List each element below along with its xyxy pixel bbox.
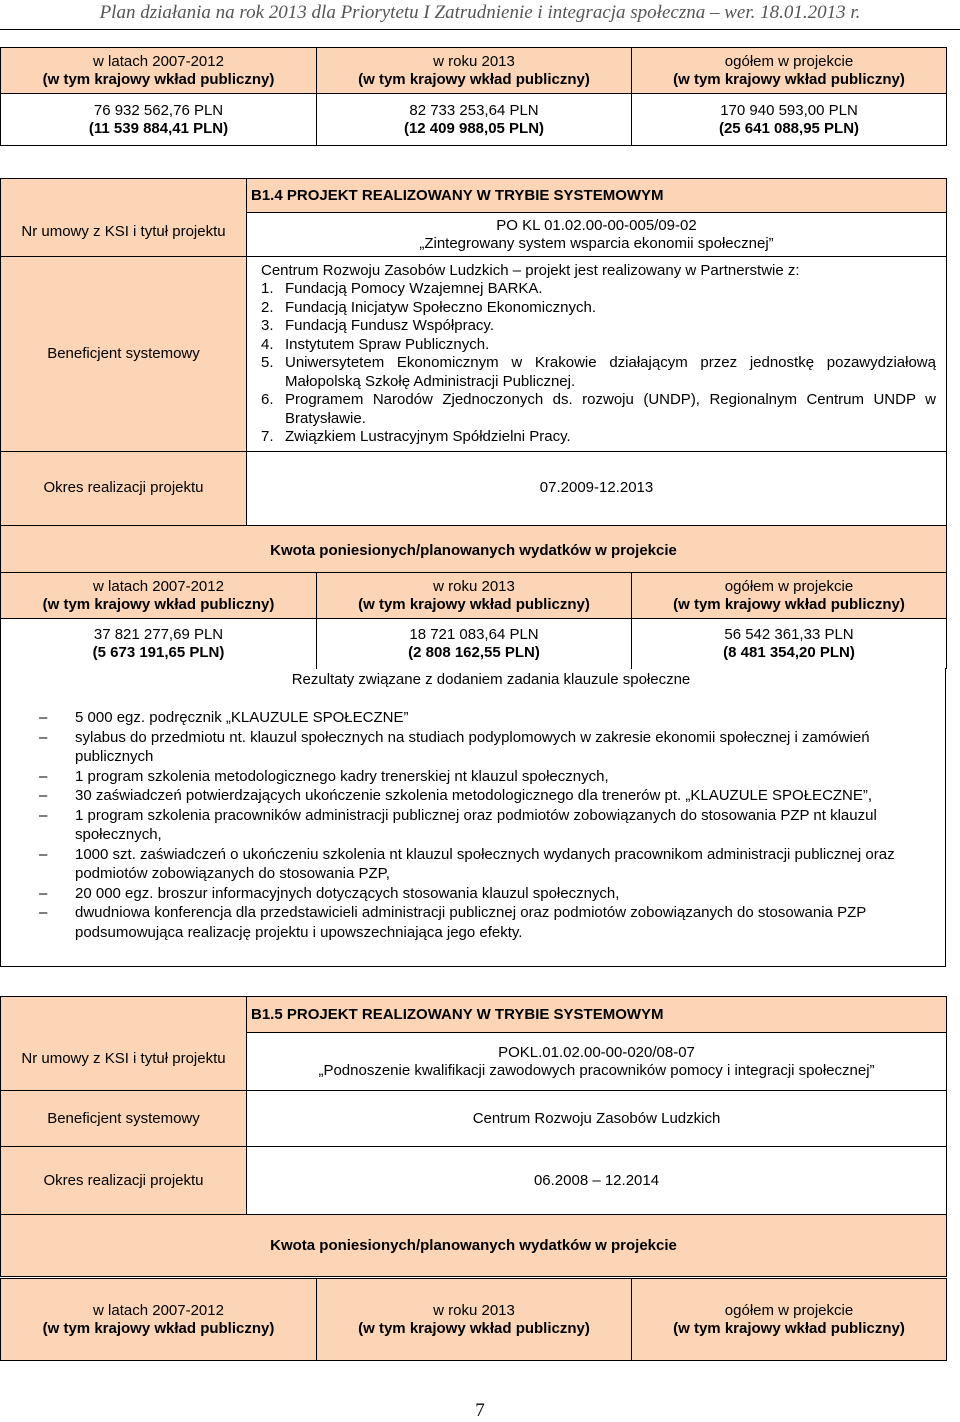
rezultat-item: – 5 000 egz. podręcznik „KLAUZULE SPOŁECZNE”: [15, 708, 915, 728]
b15-label-beneficjent: Beneficjent systemowy: [1, 1091, 247, 1147]
b14-okres: 07.2009-12.2013: [247, 451, 947, 525]
b15-title: B1.5 PROJEKT REALIZOWANY W TRYBIE SYSTEMOWYM: [247, 997, 947, 1033]
top-col3-head: ogółem w projekcie (w tym krajowy wkład publiczny): [632, 48, 947, 94]
b15-label-umowa: Nr umowy z KSI i tytuł projektu: [1, 997, 247, 1091]
partner-item: 5. Uniwersytetem Ekonomicznym w Krakowie działającym przez jednostkę pozawydziałową Małopolską Szkołę Administracji Publicznej.: [261, 354, 936, 390]
partner-item: 3. Fundacją Fundusz Współpracy.: [261, 317, 494, 334]
b14-col1-head: w latach 2007-2012 (w tym krajowy wkład publiczny): [1, 573, 317, 619]
partner-item: 1. Fundacją Pomocy Wzajemnej BARKA.: [261, 280, 543, 297]
partner-item: 6. Programem Narodów Zjednoczonych ds. rozwoju (UNDP), Regionalnym Centrum UNDP w Bratysławie.: [261, 391, 936, 427]
top-col2-head: w roku 2013 (w tym krajowy wkład publiczny): [317, 48, 632, 94]
b14-amounts-table: [0, 572, 947, 669]
partner-item: 4. Instytutem Spraw Publicznych.: [261, 335, 490, 353]
section-b15-table: [0, 996, 947, 1277]
b15-umowa: POKL.01.02.00-00-020/08-07 „Podnoszenie kwalifikacji zawodowych pracowników pomocy i integracji społecznej”: [247, 1033, 947, 1091]
b14-col3-head: ogółem w projekcie (w tym krajowy wkład publiczny): [632, 573, 947, 619]
top-col1-head: w latach 2007-2012 (w tym krajowy wkład publiczny): [1, 48, 317, 94]
b15-col1-head: w latach 2007-2012 (w tym krajowy wkład publiczny): [1, 1279, 317, 1361]
b15-col3-head: ogółem w projekcie (w tym krajowy wkład publiczny): [632, 1279, 947, 1361]
rezultat-item: – sylabus do przedmiotu nt. klauzul społecznych na studiach podyplomowych w zakresie ekonomii społecznej i zamówień publicznych: [15, 728, 915, 767]
b14-partners-list: [261, 280, 936, 447]
rezultat-item: – dwudniowa konferencja dla przedstawicieli administracji publicznej oraz podmiotów zobowiązanych do stosowania PZP podsumowująca realizację projektu i upowszechniająca jego efekty.: [15, 903, 915, 942]
page-number: 7: [475, 1400, 485, 1421]
b14-col2-head: w roku 2013 (w tym krajowy wkład publiczny): [317, 573, 632, 619]
b14-col2-value: 18 721 083,64 PLN (2 808 162,55 PLN): [317, 619, 632, 669]
rezultaty-title: Rezultaty związane z dodaniem zadania klauzule społeczne: [291, 671, 691, 688]
top-col3-value: 170 940 593,00 PLN (25 641 088,95 PLN): [632, 94, 947, 146]
b14-umowa: PO KL 01.02.00-00-005/09-02 „Zintegrowany system wsparcia ekonomii społecznej”: [247, 213, 947, 257]
b14-rezultaty: [0, 668, 946, 967]
b14-title: B1.4 PROJEKT REALIZOWANY W TRYBIE SYSTEMOWYM: [247, 179, 947, 213]
b14-label-umowa: Nr umowy z KSI i tytuł projektu: [1, 179, 247, 257]
b15-beneficjent: Centrum Rozwoju Zasobów Ludzkich: [247, 1091, 947, 1147]
b14-col1-value: 37 821 277,69 PLN (5 673 191,65 PLN): [1, 619, 317, 669]
partner-item: 7. Związkiem Lustracyjnym Spółdzielni Pracy.: [261, 428, 571, 445]
b15-col2-head: w roku 2013 (w tym krajowy wkład publiczny): [317, 1279, 632, 1361]
rezultat-item: – 1 program szkolenia pracowników administracji publicznej oraz podmiotów zobowiązanych do stosowania PZP nt klauzul społecznych,: [15, 806, 915, 845]
b14-label-okres: Okres realizacji projektu: [1, 451, 247, 525]
header-rule: [0, 29, 960, 30]
rezultat-item: – 1 program szkolenia metodologicznego kadry trenerskiej nt klauzul społecznych,: [15, 767, 915, 787]
top-col2-value: 82 733 253,64 PLN (12 409 988,05 PLN): [317, 94, 632, 146]
b14-col3-value: 56 542 361,33 PLN (8 481 354,20 PLN): [632, 619, 947, 669]
b14-label-beneficjent: Beneficjent systemowy: [1, 257, 247, 452]
page-header: Plan działania na rok 2013 dla Priorytetu I Zatrudnienie i integracja społeczna – wer. 18.01.2013 r.: [99, 2, 861, 23]
rezultaty-list: [15, 708, 915, 942]
rezultat-item: – 20 000 egz. broszur informacyjnych dotyczących stosowania klauzul społecznych,: [15, 884, 915, 904]
top-amounts-table: [0, 47, 947, 146]
b14-beneficjent: Centrum Rozwoju Zasobów Ludzkich – projekt jest realizowany w Partnerstwie z: 1. Fundacją Pomocy Wzajemnej BARKA. 2. Fundacją Inicjatyw Społeczno Ekonomicznych. 3. Fundacją Fundusz Współpracy. 4. Instytutem Spraw Publicznych. 5. Uniwersytetem Ekonomicznym w Krakowie działającym przez jednostkę pozawydziałową Małopolską Szkołę Administracji Publicznej. 6. Programem Narodów Zjednoczonych ds. rozwoju (UNDP), Regionalnym Centrum UNDP w Bratysławie. 7. Związkiem Lustracyjnym Spółdzielni Pracy.: [247, 257, 947, 452]
partner-item: 2. Fundacją Inicjatyw Społeczno Ekonomicznych.: [261, 298, 596, 316]
b15-label-okres: Okres realizacji projektu: [1, 1147, 247, 1215]
section-b14-table: [0, 178, 947, 578]
top-col1-value: 76 932 562,76 PLN (11 539 884,41 PLN): [1, 94, 317, 146]
b14-kwota-title: Kwota poniesionych/planowanych wydatków w projekcie: [1, 525, 947, 577]
b15-amounts-table: [0, 1278, 947, 1361]
rezultat-item: – 1000 szt. zaświadczeń o ukończeniu szkolenia nt klauzul społecznych wydanych pracownikom administracji publicznej oraz podmiotów zobowiązanych do stosowania PZP,: [15, 845, 915, 884]
b15-kwota-title: Kwota poniesionych/planowanych wydatków w projekcie: [1, 1215, 947, 1277]
b15-okres: 06.2008 – 12.2014: [247, 1147, 947, 1215]
rezultat-item: – 30 zaświadczeń potwierdzających ukończenie szkolenia metodologicznego dla trenerów pt. „KLAUZULE SPOŁECZNE”,: [15, 786, 915, 806]
